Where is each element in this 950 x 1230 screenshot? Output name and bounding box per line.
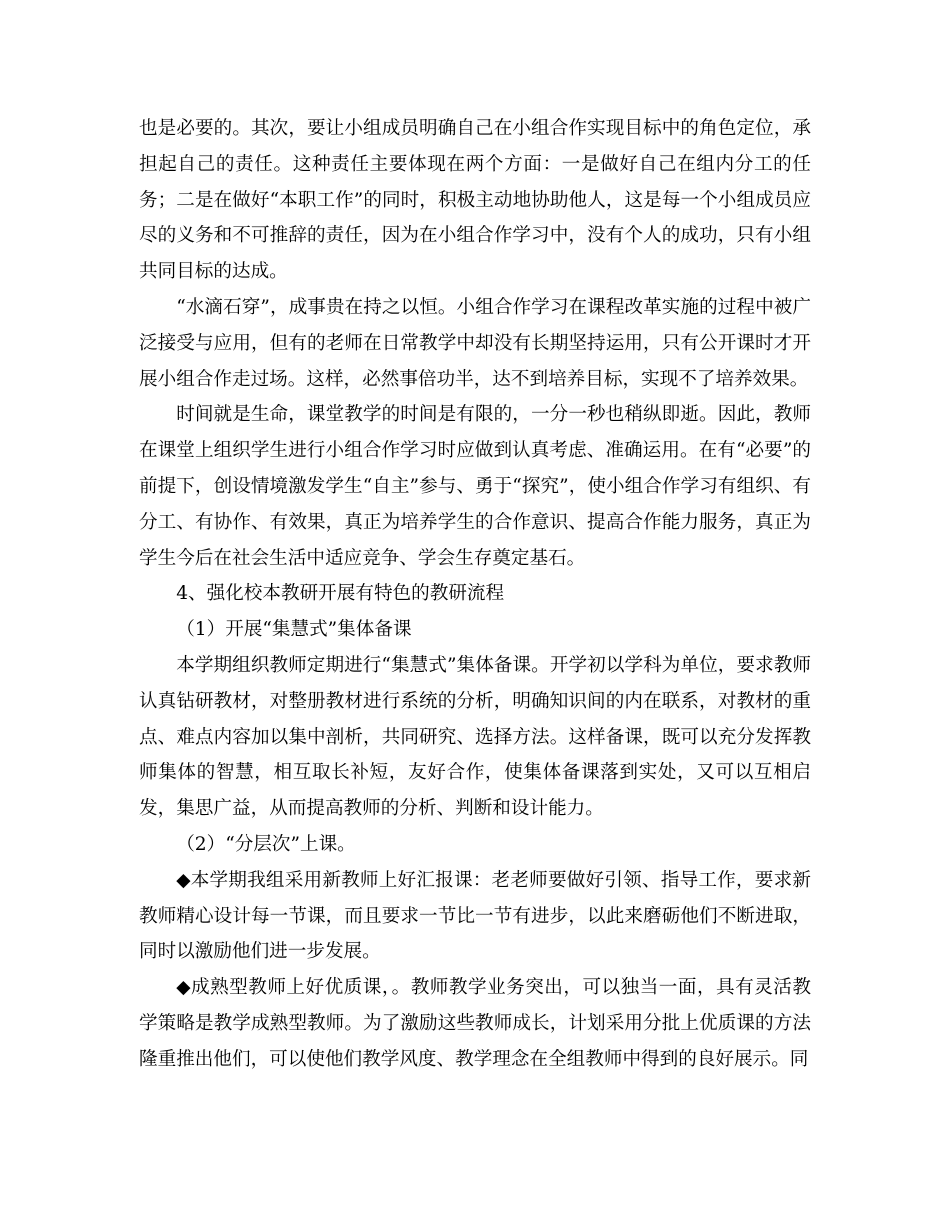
subsection-heading-1: （1）开展“集慧式”集体备课: [176, 619, 412, 641]
paragraph-2: “水滴石穿”，成事贵在持之以恒。小组合作学习在课程改革实施的过程中被广泛接受与应用，但有的老师在日常教学中却没有长期坚持运用，只有公开课时才开展小组合作走过场。这样，必然事倍功半，达不到培养目标，实现不了培养效果。: [139, 296, 811, 390]
paragraph-4: 本学期组织教师定期进行“集慧式”集体备课。开学初以学科为单位，要求教师认真钻研教材，对整册教材进行系统的分析，明确知识间的内在联系，对教材的重点、难点内容加以集中剖析，共同研究、选择方法。这样备课，既可以充分发挥教师集体的智慧，相互取长补短，友好合作，使集体备课落到实处，又可以互相启发，集思广益，从而提高教师的分析、判断和设计能力。: [139, 654, 811, 820]
bullet-paragraph-1: ◆本学期我组采用新教师上好汇报课：老老师要做好引领、指导工作，要求新教师精心设计每一节课，而且要求一节比一节有进步，以此来磨砺他们不断进取，同时以激励他们进一步发展。: [139, 869, 811, 963]
document-body: [139, 111, 811, 1078]
paragraph-3: 时间就是生命，课堂教学的时间是有限的，一分一秒也稍纵即逝。因此，教师在课堂上组织学生进行小组合作学习时应做到认真考虑、准确运用。在有“必要”的前提下，创设情境激发学生“自主”参与、勇于“探究”，使小组合作学习有组织、有分工、有协作、有效果，真正为培养学生的合作意识、提高合作能力服务，真正为学生今后在社会生活中适应竞争、学会生存奠定基石。: [139, 404, 811, 569]
section-heading: 4、强化校本教研开展有特色的教研流程: [176, 583, 505, 605]
paragraph-1: 也是必要的。其次，要让小组成员明确自己在小组合作实现目标中的角色定位，承担起自己的责任。这种责任主要体现在两个方面：一是做好自己在组内分工的任务；二是在做好“本职工作”的同时，积极主动地协助他人，这是每一个小组成员应尽的义务和不可推辞的责任，因为在小组合作学习中，没有个人的成功，只有小组共同目标的达成。: [139, 118, 811, 283]
bullet-paragraph-2: ◆成熟型教师上好优质课，。教师教学业务突出，可以独当一面，具有灵活教学策略是教学成熟型教师。为了激励这些教师成长，计划采用分批上优质课的方法隆重推出他们，可以使他们教学风度、教学理念在全组教师中得到的良好展示。同: [139, 977, 811, 1070]
subsection-heading-2: （2）“分层次”上课。: [176, 833, 356, 855]
